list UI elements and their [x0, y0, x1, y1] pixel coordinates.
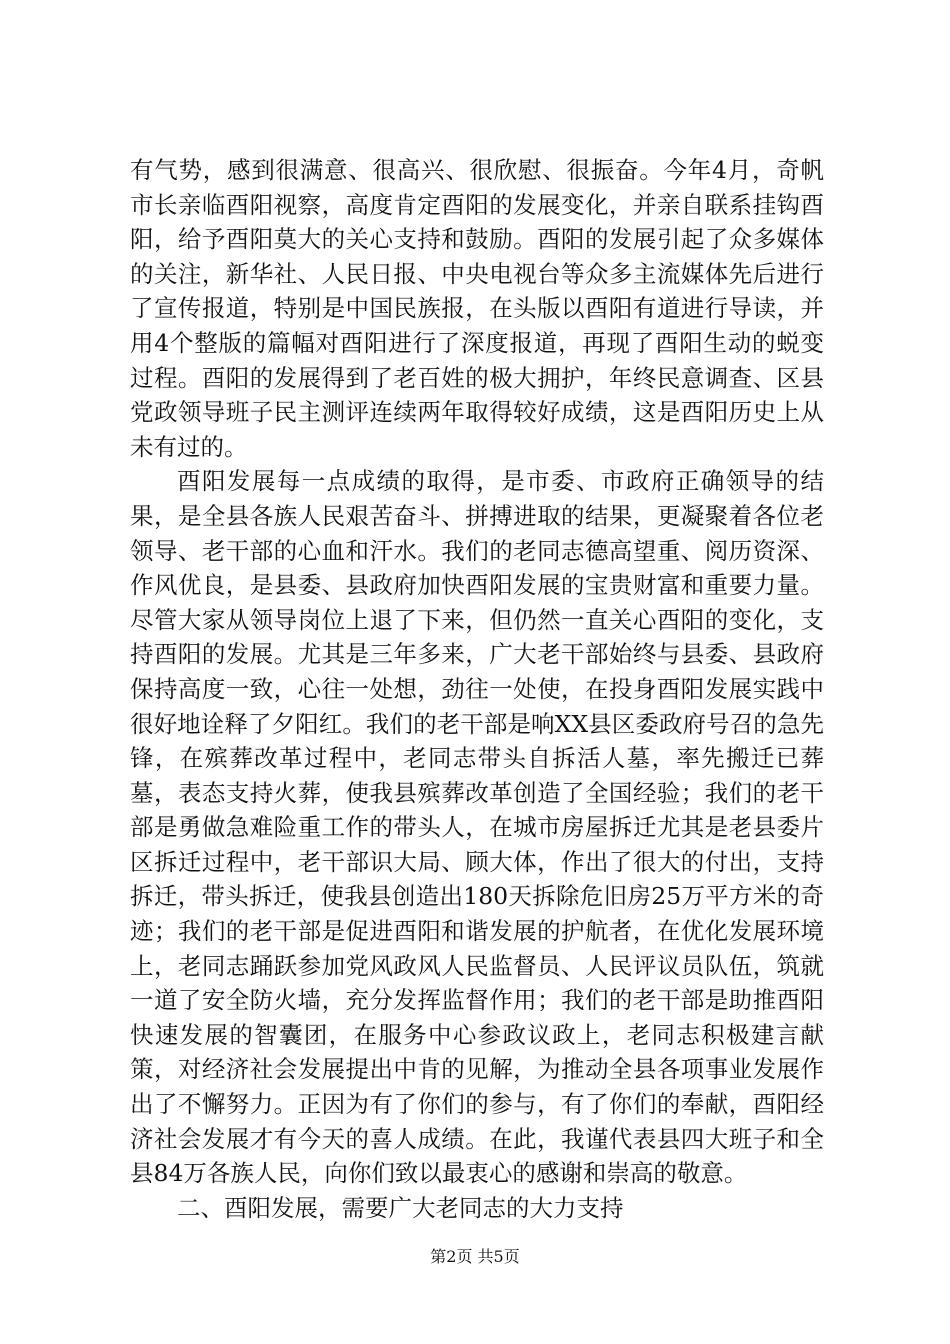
page-number-footer: 第2页 共5页 [430, 1247, 520, 1266]
paragraph-achievements: 酉阳发展每一点成绩的取得，是市委、市政府正确领导的结果，是全县各族人民艰苦奋斗、拼搏进取的结果，更凝聚着各位老领导、老干部的心血和汗水。我们的老同志德高望重、阅历资深、作风优良，是县委、县政府加快酉阳发展的宝贵财富和重要力量。尽管大家从领导岗位上退了下来，但仍然一直关心酉阳的变化，支持酉阳的发展。尤其是三年多来，广大老干部始终与县委、县政府保持高度一致，心往一处想，劲往一处使，在投身酉阳发展实践中很好地诠释了夕阳红。我们的老干部是响XX县区委政府号召的急先锋，在殡葬改革过程中，老同志带头自拆活人墓，率先搬迁已葬墓，表态支持火葬，使我县殡葬改革创造了全国经验；我们的老干部是勇做急难险重工作的带头人，在城市房屋拆迁尤其是老县委片区拆迁过程中，老干部识大局、顾大体，作出了很大的付出，支持拆迁，带头拆迁，使我县创造出180天拆除危旧房25万平方米的奇迹；我们的老干部是促进酉阳和谐发展的护航者，在优化发展环境上，老同志踊跃参加党风政风人民监督员、人民评议员队伍，筑就一道了安全防火墙，充分发挥监督作用；我们的老干部是助推酉阳快速发展的智囊团，在服务中心参政议政上，老同志积极建言献策，对经济社会发展提出中肯的见解，为推动全县各项事业发展作出了不懈努力。正因为有了你们的参与，有了你们的奉献，酉阳经济社会发展才有今天的喜人成绩。在此，我谨代表县四大班子和全县84万各族人民，向你们致以最衷心的感谢和崇高的敬意。 [130, 467, 824, 1188]
paragraph-continuation: 有气势，感到很满意、很高兴、很欣慰、很振奋。今年4月，奇帆市长亲临酉阳视察，高度肯定酉阳的发展变化，并亲自联系挂钩酉阳，给予酉阳莫大的关心支持和鼓励。酉阳的发展引起了众多媒体的关注，新华社、人民日报、中央电视台等众多主流媒体先后进行了宣传报道，特别是中国民族报，在头版以酉阳有道进行导读，并用4个整版的篇幅对酉阳进行了深度报道，再现了酉阳生动的蜕变过程。酉阳的发展得到了老百姓的极大拥护，年终民意调查、区县党政领导班子民主测评连续两年取得较好成绩，这是酉阳历史上从未有过的。 [130, 156, 824, 461]
section-heading: 二、酉阳发展，需要广大老同志的大力支持 [177, 1193, 624, 1222]
document-body [130, 153, 824, 1225]
